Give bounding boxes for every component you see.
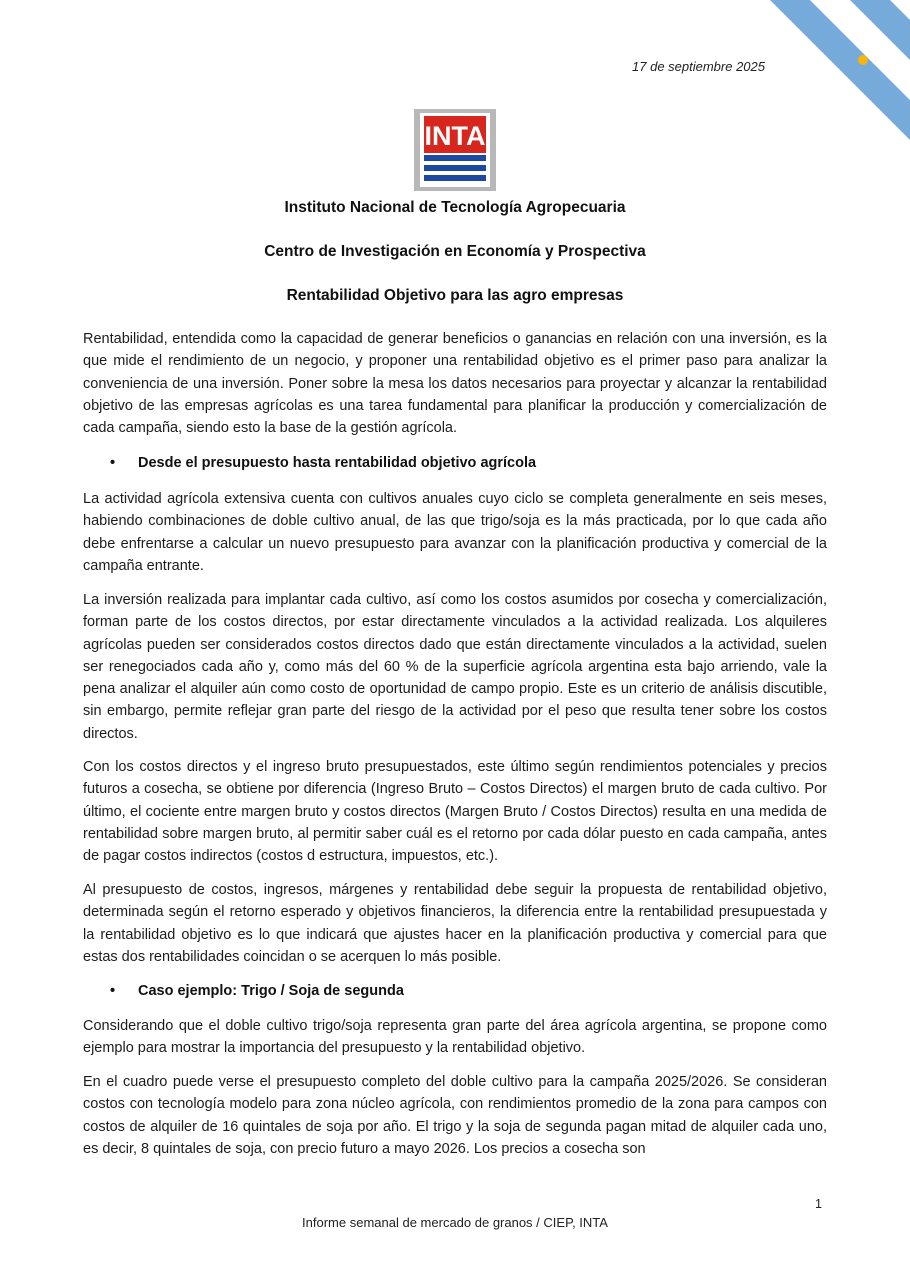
paragraph-3: Con los costos directos y el ingreso bruto presupuestados, este último según rendimientos potenciales y precios futuros a cosecha, se obtiene por diferencia (Ingreso Bruto – Costos Directos) el margen bruto de cada cultivo. Por último, el cociente entre margen bruto y costos directos (Margen Bruto / Costos Directos) resulta en una medida de rentabilidad sobre margen bruto, al permitir saber cuál es el retorno por cada dólar puesto en cada campaña, antes de pagar costos indirectos (costos d estructura, impuestos, etc.). (83, 759, 827, 865)
bullet-icon: • (110, 455, 116, 471)
section-heading-caso (110, 983, 404, 999)
section-heading-presupuesto (110, 455, 536, 471)
paragraph-5: Considerando que el doble cultivo trigo/soja representa gran parte del área agrícola argentina, se propone como ejemplo para mostrar la importancia del presupuesto y la rentabilidad objetivo. (83, 1018, 827, 1057)
page-number: 1 (815, 1197, 822, 1211)
institute-title: Instituto Nacional de Tecnología Agropecuaria (284, 199, 626, 216)
sun-icon (858, 55, 868, 65)
bullet-icon: • (110, 983, 116, 999)
logo-text: INTA (424, 121, 486, 151)
paragraph-1: La actividad agrícola extensiva cuenta con cultivos anuales cuyo ciclo se completa generalmente en seis meses, habiendo combinaciones de doble cultivo anual, de las que trigo/soja es la más practicada, por lo que cada año debe enfrentarse a calcular un nuevo presupuesto para avanzar con la planificación productiva y comercial de la campaña entrante. (83, 491, 827, 574)
section-heading-text: Desde el presupuesto hasta rentabilidad objetivo agrícola (138, 455, 537, 471)
footer-text: Informe semanal de mercado de granos / CIEP, INTA (302, 1215, 608, 1230)
paragraph-6: En el cuadro puede verse el presupuesto completo del doble cultivo para la campaña 2025/2026. Se consideran costos con tecnología modelo para zona núcleo agrícola, con rendimientos promedio de la zona para campos con costos de alquiler de 16 quintales de soja por año. El trigo y la soja de segunda pagan mitad de alquiler cada uno, es decir, 8 quintales de soja, con precio futuro a mayo 2026. Los precios a cosecha son (83, 1074, 827, 1157)
intro-paragraph: Rentabilidad, entendida como la capacidad de generar beneficios o ganancias en relación con una inversión, es la que mide el rendimiento de un negocio, y proponer una rentabilidad objetivo es el primer paso para analizar la conveniencia de una inversión. Poner sobre la mesa los datos necesarios para proyectar y alcanzar la rentabilidad objetivo de las empresas agrícolas es una tarea fundamental para planificar la producción y comercialización de cada campaña, siendo esto la base de la gestión agrícola. (83, 331, 827, 437)
inta-logo (414, 109, 496, 191)
section-heading-text: Caso ejemplo: Trigo / Soja de segunda (138, 983, 404, 999)
paragraph-2: La inversión realizada para implantar cada cultivo, así como los costos asumidos por cosecha y comercialización, forman parte de los costos directos, por estar directamente vinculados a la actividad realizada. Los alquileres agrícolas pueden ser considerados costos directos dado que están directamente vinculados a la actividad, suelen ser renegociados cada año y, como más del 60 % de la superficie agrícola argentina esta bajo arriendo, vale la pena analizar el alquiler aún como costo de oportunidad de campo propio. Este es un criterio de análisis discutible, sin embargo, permite reflejar gran parte del riesgo de la actividad por el peso que resulta tener sobre los costos directos. (83, 592, 827, 742)
report-date: 17 de septiembre 2025 (632, 59, 765, 74)
paragraph-4: Al presupuesto de costos, ingresos, márgenes y rentabilidad debe seguir la propuesta de rentabilidad objetivo, determinada según el retorno esperado y objetivos financieros, la diferencia entre la rentabilidad presupuestada y la rentabilidad objetivo es lo que indicará que ajustes hacer en la planificación productiva y comercial para que estas dos rentabilidades coincidan o se acerquen lo más posible. (83, 882, 827, 965)
center-title: Centro de Investigación en Economía y Prospectiva (264, 243, 646, 260)
report-title: Rentabilidad Objetivo para las agro empresas (286, 287, 624, 304)
flag-corner-decoration (750, 0, 910, 160)
